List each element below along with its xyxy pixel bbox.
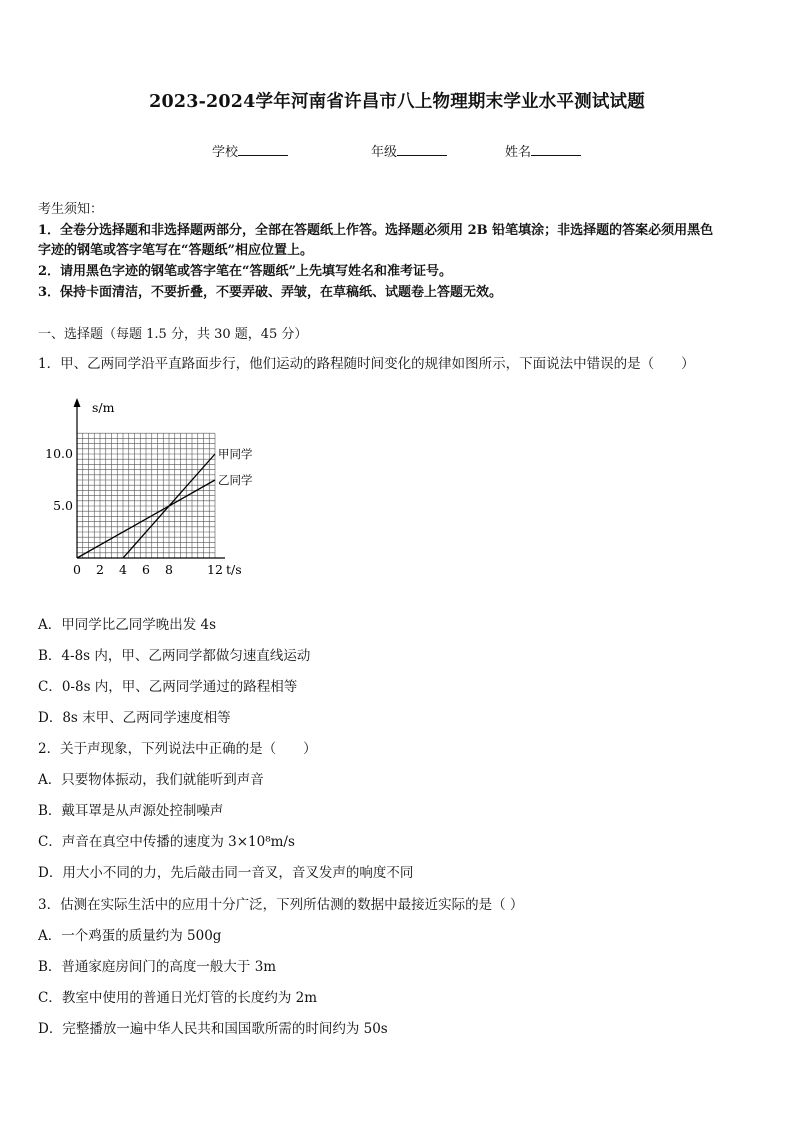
q3-stem: 3．估测在实际生活中的应用十分广泛，下列所估测的数据中最接近实际的是（ ） [38, 897, 524, 913]
q3-option-b: B．普通家庭房间门的高度一般大于 3m [38, 959, 277, 975]
q3-option-d: D．完整播放一遍中华人民共和国国歌所需的时间约为 50s [38, 1021, 388, 1037]
q2-option-a: A．只要物体振动，我们就能听到声音 [38, 772, 264, 788]
notice-item-1-cont: 字迹的钢笔或答字笔写在“答题纸”相应位置上。 [38, 243, 313, 258]
q1-option-d: D．8s 末甲、乙两同学速度相等 [38, 710, 231, 726]
notice-heading: 考生须知： [38, 202, 104, 217]
q3-option-a: A．一个鸡蛋的质量约为 500g [38, 928, 222, 944]
q2-option-b: B．戴耳罩是从声源处控制噪声 [38, 803, 224, 819]
y-axis-label: s/m [92, 400, 115, 415]
q2-option-d: D．用大小不同的力，先后敲击同一音叉，音叉发声的响度不同 [38, 865, 414, 881]
x-tick-label: 8 [165, 562, 173, 577]
y-axis-arrow [74, 398, 81, 407]
notice-item-2: 2．请用黑色字迹的钢笔或答字笔在“答题纸”上先填写姓名和准考证号。 [38, 264, 453, 279]
q1-option-c: C．0-8s 内，甲、乙两同学通过的路程相等 [38, 679, 298, 695]
name-label: 姓名 [505, 145, 532, 160]
x-tick-label: 0 [73, 562, 81, 577]
name-field [505, 141, 581, 160]
grade-label: 年级 [371, 145, 398, 160]
school-blank [238, 143, 288, 156]
x-axis-label: t/s [226, 562, 242, 577]
y-tick-label: 5.0 [53, 498, 73, 513]
school-label: 学校 [212, 145, 239, 160]
section-heading: 一、选择题（每题 1.5 分，共 30 题，45 分） [38, 327, 308, 342]
chart-grid [77, 433, 215, 558]
y-tick-label: 10.0 [45, 446, 73, 461]
grade-blank [397, 143, 447, 156]
q1-option-b: B．4-8s 内，甲、乙两同学都做匀速直线运动 [38, 648, 311, 664]
series-label-yi: 乙同学 [218, 473, 253, 487]
notice-item-3: 3．保持卡面清洁，不要折叠，不要弄破、弄皱，在草稿纸、试题卷上答题无效。 [38, 285, 503, 300]
x-tick-label: 4 [119, 562, 127, 577]
x-tick-label: 6 [142, 562, 150, 577]
x-tick-label: 12 [207, 562, 223, 577]
page-title: 2023-2024学年河南省许昌市八上物理期末学业水平测试试题 [149, 92, 645, 112]
x-tick-label: 2 [96, 562, 104, 577]
grade-field [371, 141, 447, 160]
q1-option-a: A．甲同学比乙同学晚出发 4s [38, 617, 217, 633]
name-blank [531, 143, 581, 156]
chart-axes [74, 398, 226, 558]
q2-option-c: C．声音在真空中传播的速度为 3×10⁸m/s [38, 834, 295, 850]
q2-stem: 2．关于声现象，下列说法中正确的是（ ） [38, 741, 317, 757]
q3-option-c: C．教室中使用的普通日光灯管的长度约为 2m [38, 990, 318, 1006]
series-label-jia: 甲同学 [218, 447, 253, 461]
distance-time-chart [40, 395, 270, 585]
q1-stem: 1．甲、乙两同学沿平直路面步行，他们运动的路程随时间变化的规律如图所示，下面说法中错误的是（ ） [38, 356, 695, 372]
school-field [212, 141, 288, 160]
notice-item-1: 1．全卷分选择题和非选择题两部分，全部在答题纸上作答。选择题必须用 2B 铅笔填涂；非选择题的答案必须用黑色 [38, 223, 714, 238]
